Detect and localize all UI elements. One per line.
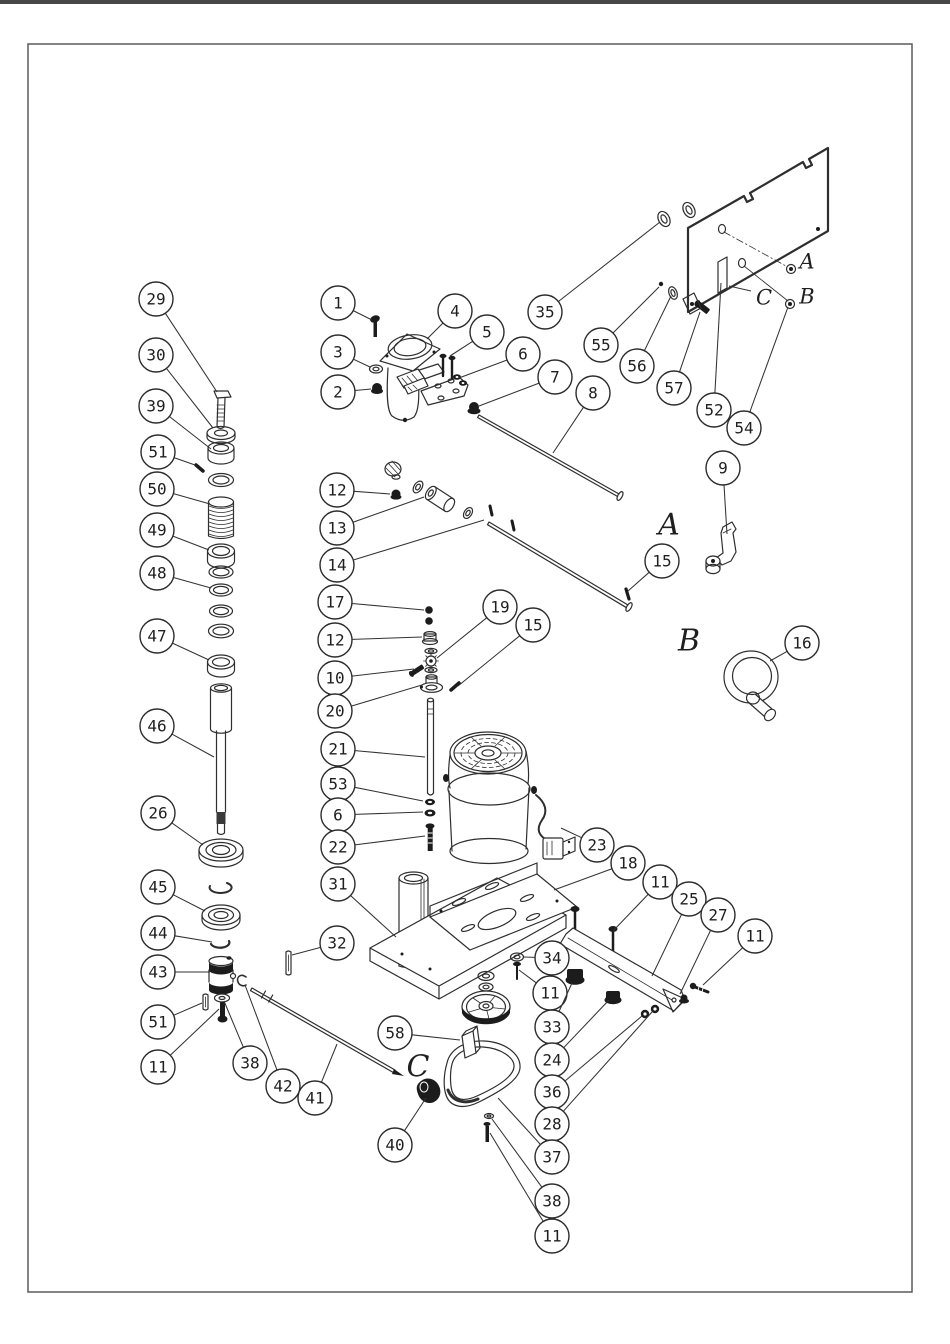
balloon-40 — [378, 1098, 426, 1162]
balloon-number: 53 — [328, 774, 348, 794]
part-screw-ref-b — [786, 300, 795, 309]
ref-letter-C: C — [406, 1049, 430, 1085]
part-motor — [443, 732, 575, 864]
balloon-12 — [320, 473, 390, 507]
balloon-50 — [140, 472, 210, 506]
part-ring — [209, 474, 234, 487]
balloon-number: 12 — [325, 630, 345, 650]
balloon-number: 29 — [146, 289, 166, 309]
leader-line — [554, 869, 612, 890]
leader-line — [353, 497, 424, 522]
balloon-number: 20 — [325, 701, 345, 721]
ref-letter-A: A — [799, 249, 815, 274]
leader-line — [652, 914, 682, 976]
balloon-number: 52 — [704, 400, 724, 420]
part-crank-9 — [706, 522, 736, 574]
balloon-number: 4 — [450, 301, 460, 321]
part-bottom-hardware — [484, 1114, 494, 1143]
balloon-number: 50 — [147, 479, 167, 499]
leader-line — [412, 1035, 460, 1040]
leader-line — [427, 323, 443, 339]
balloon-number: 44 — [148, 923, 168, 943]
balloon-number: 55 — [591, 335, 611, 355]
part-switch-23 — [543, 837, 575, 859]
balloon-number: 7 — [550, 367, 560, 387]
leader-line — [459, 360, 507, 378]
part-screw-ref-a — [787, 265, 796, 274]
balloon-number: 31 — [328, 874, 348, 894]
part-hub-43 — [209, 956, 236, 994]
balloon-number: 48 — [147, 563, 167, 583]
leader-line — [224, 1001, 243, 1047]
balloon-38 — [224, 1001, 267, 1080]
leader-line — [292, 947, 321, 955]
balloon-26 — [141, 796, 203, 845]
leader-line — [437, 618, 487, 658]
balloon-number: 38 — [542, 1191, 562, 1211]
balloon-number: 11 — [148, 1057, 168, 1077]
leader-line — [172, 823, 203, 845]
part-handwheel-16 — [724, 651, 778, 723]
leader-line — [173, 536, 209, 550]
balloon-number: 30 — [146, 345, 166, 365]
balloon-number: 51 — [148, 1012, 168, 1032]
leader-line — [353, 311, 372, 320]
balloon-number: 10 — [325, 668, 345, 688]
part-collar-47 — [208, 655, 235, 677]
balloon-44 — [141, 916, 212, 950]
part-head-assembly — [369, 314, 480, 422]
part-roll-pin-51 — [203, 994, 208, 1010]
leader-line — [563, 1012, 652, 1111]
part-ring-48 — [210, 584, 233, 596]
balloon-number: 2 — [333, 382, 343, 402]
part-ring — [210, 605, 233, 617]
balloon-number: 49 — [147, 520, 167, 540]
balloon-number: 45 — [148, 877, 168, 897]
part-left-stack — [196, 391, 243, 1023]
part-washer-38 — [215, 994, 230, 1002]
leader-line — [174, 1003, 202, 1015]
leader-line — [750, 307, 788, 412]
leader-line — [355, 389, 371, 391]
leader-line — [173, 578, 211, 589]
balloon-number: 18 — [618, 853, 638, 873]
leader-line — [170, 1009, 219, 1055]
leader-line — [321, 1044, 337, 1082]
part-quill-shaft-46 — [211, 684, 232, 835]
leader-line — [173, 494, 210, 504]
balloon-46 — [140, 709, 214, 757]
part-cylinder-13 — [411, 479, 457, 513]
leader-line — [353, 359, 370, 367]
leader-line — [174, 458, 195, 465]
balloon-number: 41 — [305, 1088, 325, 1108]
leader-line — [355, 812, 423, 814]
balloon-number: 57 — [664, 378, 684, 398]
balloon-11 — [519, 970, 567, 1010]
part-pin-32 — [286, 951, 291, 975]
balloon-number: 51 — [148, 442, 168, 462]
part-o-ring-44 — [211, 941, 229, 948]
balloon-number: 12 — [327, 480, 347, 500]
balloon-6 — [321, 798, 423, 832]
balloon-number: 11 — [745, 926, 765, 946]
part-block-58 — [462, 1026, 480, 1058]
leader-line — [172, 643, 209, 660]
part-screw-55 — [659, 282, 663, 286]
balloon-29 — [139, 282, 217, 392]
balloon-number: 26 — [148, 803, 168, 823]
part-bolt-29 — [214, 391, 231, 429]
balloon-number: 58 — [385, 1023, 405, 1043]
leader-line — [352, 669, 414, 676]
part-hook-42 — [238, 975, 246, 985]
balloon-41 — [298, 1044, 337, 1115]
leader-line — [351, 685, 422, 706]
balloon-12 — [318, 623, 422, 657]
balloon-number: 11 — [650, 872, 670, 892]
balloon-9 — [706, 451, 740, 534]
ref-letter-B: B — [799, 284, 815, 309]
part-pulley-assembly — [462, 972, 510, 1025]
balloon-number: 14 — [327, 555, 347, 575]
balloon-number: 37 — [542, 1147, 562, 1167]
part-grommet-56 — [667, 286, 679, 301]
leader-line — [628, 572, 649, 591]
leader-line — [351, 896, 397, 938]
leader-line — [172, 734, 214, 757]
balloon-51 — [141, 435, 195, 469]
part-bearing-26 — [199, 839, 243, 867]
leader-line — [355, 787, 423, 801]
balloon-number: 6 — [333, 805, 343, 825]
leader-line — [703, 948, 743, 985]
part-ring — [209, 624, 234, 638]
balloon-number: 6 — [518, 344, 528, 364]
leader-line — [175, 936, 212, 942]
balloon-2 — [321, 375, 371, 409]
balloon-22 — [321, 830, 425, 864]
balloon-number: 35 — [535, 302, 555, 322]
diagram-border-frame — [28, 44, 912, 1292]
balloon-number: 43 — [148, 962, 168, 982]
balloon-number: 47 — [147, 626, 167, 646]
part-collar-49 — [208, 544, 235, 568]
balloon-1 — [321, 286, 372, 320]
balloon-49 — [140, 513, 209, 550]
balloon-number: 28 — [542, 1114, 562, 1134]
leader-line — [564, 1000, 609, 1048]
leader-line — [558, 222, 660, 302]
leader-line — [354, 491, 390, 494]
leader-line — [450, 341, 473, 356]
leader-line — [519, 970, 536, 983]
leader-line — [613, 287, 659, 333]
part-bolt-22 — [426, 823, 435, 851]
balloon-3 — [321, 335, 370, 369]
leader-line — [498, 1098, 541, 1145]
balloon-56 — [620, 296, 671, 383]
part-belt-37 — [444, 1041, 520, 1107]
leader-line — [458, 636, 520, 686]
leader-line — [404, 1098, 426, 1131]
balloon-21 — [321, 732, 425, 766]
part-snap-ring — [210, 883, 232, 893]
balloon-number: 23 — [587, 835, 607, 855]
balloon-number: 54 — [734, 418, 754, 438]
balloon-number: 24 — [542, 1050, 562, 1070]
leader-line — [565, 1016, 642, 1081]
balloon-number: 19 — [490, 597, 510, 617]
part-spring-50 — [209, 497, 234, 539]
balloon-number: 56 — [627, 356, 647, 376]
balloon-47 — [140, 619, 209, 660]
balloon-number: 5 — [482, 322, 492, 342]
balloon-number: 11 — [542, 1226, 562, 1246]
leader-line — [352, 637, 422, 639]
balloon-17 — [318, 585, 424, 619]
letter-leader-line — [729, 286, 751, 291]
part-screw-stack — [408, 606, 459, 692]
leader-line — [715, 283, 721, 393]
ref-letter-C: C — [755, 285, 773, 310]
leader-line — [355, 751, 425, 757]
leader-line — [561, 828, 582, 838]
balloon-number: 13 — [327, 518, 347, 538]
balloon-number: 22 — [328, 837, 348, 857]
ref-letter-B: B — [677, 623, 701, 659]
balloon-34 — [524, 941, 569, 975]
leader-line — [770, 651, 787, 661]
balloon-number: 38 — [240, 1053, 260, 1073]
balloon-16 — [770, 626, 819, 661]
balloon-number: 25 — [679, 889, 699, 909]
balloon-number: 46 — [147, 716, 167, 736]
balloon-53 — [321, 767, 423, 801]
leader-line — [355, 836, 425, 845]
balloon-35 — [528, 222, 660, 329]
parts-artwork — [196, 148, 828, 1142]
part-nuts-53-6 — [425, 799, 436, 817]
part-bearing-45 — [202, 905, 240, 930]
balloon-45 — [141, 870, 205, 911]
balloon-15 — [628, 544, 679, 591]
balloon-number: 1 — [333, 293, 343, 313]
balloon-number: 15 — [523, 615, 543, 635]
leader-line — [680, 312, 701, 372]
balloon-55 — [584, 287, 659, 362]
leader-line — [644, 296, 671, 351]
balloon-number: 17 — [325, 592, 345, 612]
balloon-number: 33 — [542, 1017, 562, 1037]
part-shaft-21 — [428, 698, 434, 795]
balloon-number: 27 — [708, 905, 728, 925]
balloon-32 — [292, 926, 354, 960]
balloon-number: 8 — [588, 383, 598, 403]
leader-line — [479, 383, 539, 406]
balloon-number: 42 — [273, 1076, 293, 1096]
ref-letter-A: A — [658, 507, 680, 543]
leader-line — [353, 520, 484, 560]
leader-line — [613, 894, 648, 931]
balloon-54 — [727, 307, 788, 445]
balloon-number: 21 — [328, 739, 348, 759]
balloon-10 — [318, 661, 414, 695]
balloon-number: 11 — [540, 983, 560, 1003]
balloon-number: 36 — [542, 1082, 562, 1102]
balloon-number: 3 — [333, 342, 343, 362]
balloon-number: 32 — [327, 933, 347, 953]
leader-line — [553, 407, 584, 453]
leader-line — [352, 604, 424, 611]
balloon-4 — [427, 294, 472, 339]
part-pin-51 — [196, 465, 203, 471]
part-ring — [209, 566, 233, 578]
balloon-number: 16 — [792, 633, 812, 653]
balloon-number: 40 — [385, 1135, 405, 1155]
balloon-number: 9 — [718, 458, 728, 478]
balloon-58 — [378, 1016, 460, 1050]
part-rod-a-8 — [478, 415, 625, 501]
part-collar-39 — [208, 442, 234, 464]
balloon-48 — [140, 556, 211, 590]
leader-line — [173, 895, 205, 911]
balloon-number: 39 — [146, 396, 166, 416]
balloon-number: 34 — [542, 948, 562, 968]
leader-line — [169, 417, 211, 450]
balloon-number: 15 — [652, 551, 672, 571]
balloon-57 — [657, 312, 700, 405]
balloon-43 — [141, 955, 210, 989]
